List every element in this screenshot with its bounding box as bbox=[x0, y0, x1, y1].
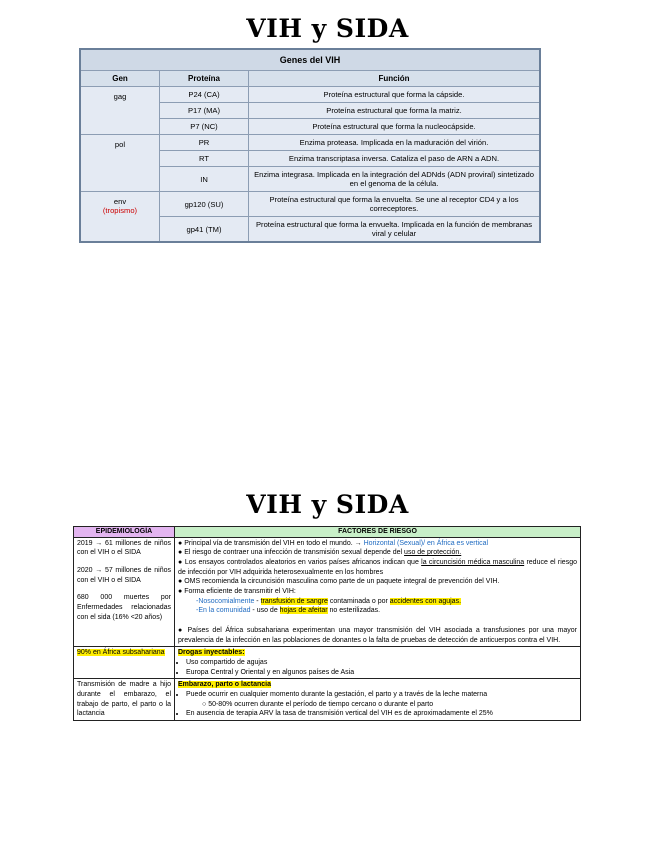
risk-text: no esterilizadas. bbox=[327, 607, 381, 615]
epi-stat-vertical: Transmisión de madre a hijo durante el embarazo, el trabajo de parto, el parto o la lactancia bbox=[77, 681, 171, 718]
epi-stat-2019: 2019 → 61 millones de niños con el VIH o el SIDA bbox=[77, 539, 171, 557]
epidemiology-cell bbox=[74, 679, 175, 721]
page-title-2: VIH y SIDA bbox=[246, 490, 409, 519]
function-cell: Proteína estructural que forma la matriz. bbox=[249, 103, 541, 119]
gene-name-cell bbox=[80, 192, 160, 243]
list-item: • Puede ocurrir en cualquier momento durante la gestación, el parto y a través de la leche materna bbox=[186, 690, 577, 700]
list-item: • En ausencia de terapia ARV la tasa de transmisión vertical del VIH es de aproximadamente el 25% bbox=[186, 709, 577, 719]
risk-factors-cell bbox=[175, 647, 581, 679]
table-row bbox=[80, 192, 540, 217]
protein-cell: IN bbox=[160, 167, 249, 192]
epi-stat-2020: 2020 → 57 millones de niños con el VIH o el SIDA bbox=[77, 566, 171, 584]
risk-text: El riesgo de contraer una infección de transmisión sexual depende del bbox=[184, 549, 405, 557]
risk-highlight: -Nosocomialmente bbox=[196, 597, 255, 605]
risk-text: - bbox=[254, 597, 261, 605]
table-row bbox=[74, 537, 581, 647]
table-row bbox=[80, 87, 540, 103]
risk-text: reduce el riesgo de infección por VIH adquirida heterosexualmente en los hombres bbox=[178, 558, 577, 576]
risk-text: Forma eficiente de transmitir el VIH: bbox=[184, 587, 296, 595]
protein-cell: P17 (MA) bbox=[160, 103, 249, 119]
table-row bbox=[80, 135, 540, 151]
risk-text: - uso de bbox=[250, 607, 280, 615]
table-caption: Genes del VIH bbox=[80, 49, 540, 71]
gene-note: (tropismo) bbox=[102, 206, 138, 215]
risk-marked: accidentes con agujas. bbox=[389, 597, 462, 605]
risk-text: Países del África subsahariana experimentan una mayor transmisión del VIH asociada a transfusiones por una mayor prevalencia de la infección en las poblaciones de donantes o la falta de pruebas de detección de anticuerpos contra el VIH. bbox=[178, 626, 577, 644]
risk-factors-cell: Embarazo, parto o lactancia • Puede ocurrir en cualquier momento durante la gestación, el parto y a través de la leche materna ○ 50-80% ocurren durante el período de tiempo cercano o durante el parto • En ausencia de terapia ARV la tasa de transmisión vertical del VIH es de aproximadamente el 25% bbox=[175, 679, 581, 721]
risk-factors-header: FACTORES DE RIESGO bbox=[175, 527, 581, 538]
risk-highlight: Horizontal (Sexual)/ en África es vertical bbox=[363, 539, 489, 547]
protein-cell: PR bbox=[160, 135, 249, 151]
epi-stat-deaths: 680 000 muertes por Enfermedades relacionadas con el sida (16% <20 años) bbox=[77, 594, 171, 621]
section-title: Drogas inyectables: bbox=[178, 649, 245, 657]
epidemiology-header: EPIDEMIOLOGÍA bbox=[74, 527, 175, 538]
function-cell: Enzima proteasa. Implicada en la maduración del virión. bbox=[249, 135, 541, 151]
risk-marked: hojas de afeitar bbox=[279, 607, 328, 615]
risk-underline: la circuncisión médica masculina bbox=[421, 558, 525, 566]
protein-cell: gp120 (SU) bbox=[160, 192, 249, 217]
risk-text: Principal vía de transmisión del VIH en todo el mundo. → bbox=[184, 539, 364, 547]
protein-cell: P24 (CA) bbox=[160, 87, 249, 103]
function-cell: Proteína estructural que forma la envuelta. Implicada en la función de membranas viral y celular bbox=[249, 217, 541, 243]
genes-table bbox=[79, 48, 541, 243]
table-row bbox=[74, 647, 581, 679]
list-subitem: 50-80% ocurren durante el período de tiempo cercano o durante el parto bbox=[208, 700, 434, 708]
table-row bbox=[74, 679, 581, 721]
epidemiology-cell bbox=[74, 537, 175, 647]
function-cell: Proteína estructural que forma la envuelta. Se une al receptor CD4 y a los correceptores. bbox=[249, 192, 541, 217]
column-header-gen: Gen bbox=[80, 71, 160, 87]
gene-name: pol bbox=[80, 135, 160, 192]
page-title: VIH y SIDA bbox=[246, 14, 409, 43]
section-title: Embarazo, parto o lactancia bbox=[178, 681, 271, 689]
function-cell: Enzima transcriptasa inversa. Cataliza el paso de ARN a ADN. bbox=[249, 151, 541, 167]
risk-underline: uso de protección. bbox=[404, 549, 462, 557]
epidemiology-table bbox=[73, 526, 581, 721]
list-item: • Europa Central y Oriental y en algunos países de Asia bbox=[186, 668, 577, 678]
epi-stat-africa: 90% en África subsahariana bbox=[77, 649, 165, 657]
list-item: • Uso compartido de agujas bbox=[186, 658, 577, 668]
risk-highlight: -En la comunidad bbox=[196, 607, 251, 615]
protein-cell: RT bbox=[160, 151, 249, 167]
column-header-protein: Proteína bbox=[160, 71, 249, 87]
protein-cell: P7 (NC) bbox=[160, 119, 249, 135]
function-cell: Proteína estructural que forma la cápside. bbox=[249, 87, 541, 103]
risk-text: contaminada o por bbox=[327, 597, 390, 605]
gene-name: gag bbox=[80, 87, 160, 135]
epidemiology-cell bbox=[74, 647, 175, 679]
risk-factors-cell: ● Principal vía de transmisión del VIH en todo el mundo. → Horizontal (Sexual)/ en África es vertical ● El riesgo de contraer una infección de transmisión sexual depende del uso de protección. ● Los ensayos controlados aleatorios en varios países africanos indican que la circuncisión médica masculina reduce el riesgo de infección por VIH adquirida heterosexualmente en los hombres ● OMS recomienda la circuncisión masculina como parte de un paquete integral de prevención del VIH. ● Forma eficiente de transmitir el VIH: -Nosocomialmente - transfusión de sangre contaminada o por accidentes con agujas. -En la comunidad - uso de hojas de afeitar no esterilizadas. ● Países del África subsahariana experimentan una mayor transmisión del VIH asociada a transfusiones por una mayor prevalencia de la infección en las poblaciones de donantes o la falta de pruebas de detección de anticuerpos contra el VIH. bbox=[175, 537, 581, 647]
gene-name: env bbox=[113, 197, 127, 206]
protein-cell: gp41 (TM) bbox=[160, 217, 249, 243]
risk-text: OMS recomienda la circuncisión masculina como parte de un paquete integral de prevención del VIH. bbox=[184, 578, 500, 586]
risk-text: Los ensayos controlados aleatorios en varios países africanos indican que bbox=[184, 558, 422, 566]
function-cell: Enzima integrasa. Implicada en la integración del ADNds (ADN proviral) sintetizado en el genoma de la célula. bbox=[249, 167, 541, 192]
column-header-function: Función bbox=[249, 71, 541, 87]
risk-marked: transfusión de sangre bbox=[260, 597, 328, 605]
function-cell: Proteína estructural que forma la nucleocápside. bbox=[249, 119, 541, 135]
